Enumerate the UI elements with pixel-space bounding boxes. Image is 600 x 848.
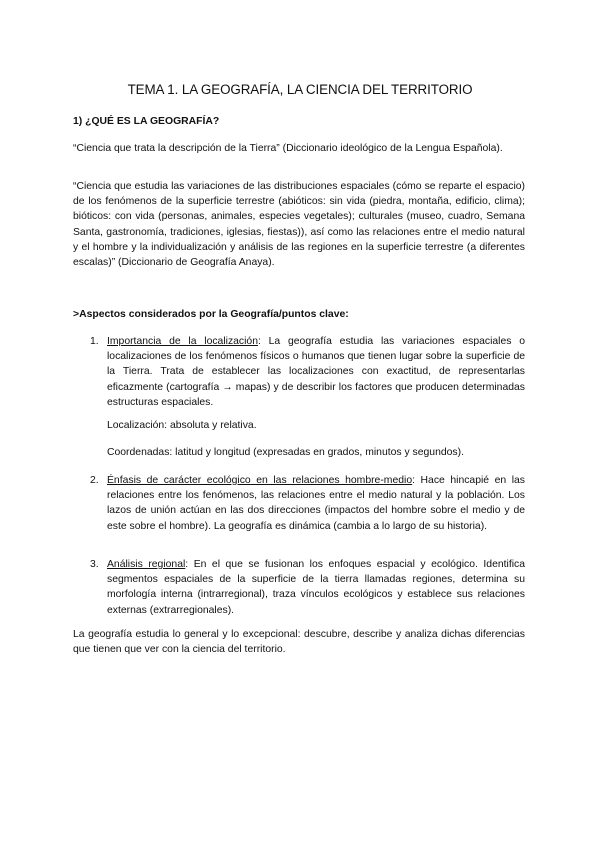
list-item-body	[107, 473, 525, 534]
page-title: TEMA 1. LA GEOGRAFÍA, LA CIENCIA DEL TERRITORIO	[127, 82, 473, 97]
definition-quote-2: “Ciencia que estudia las variaciones de las distribuciones espaciales (cómo se reparte el espacio) de los fenómenos de la superficie terrestre (abióticos: sin vida (piedra, montaña, edificio, clima); bióticos: con vida (personas, animales, especies vegetales); culturales (museo, cuadro, Semana Santa, gastronomía, tradiciones, iglesias, fiestas)), así como las relaciones entre el medio natural y el hombre y la individualización y análisis de las regiones en la superficie terrestre (a diferentes escalas)” (Diccionario de Geografía Anaya).	[73, 181, 525, 269]
list-number: 1.	[90, 336, 99, 347]
list-item-term: Énfasis de carácter ecológico en las relaciones hombre-medio	[107, 475, 413, 486]
list-item-localizacion	[90, 334, 525, 410]
section-heading-que-es: 1) ¿QUÉ ES LA GEOGRAFÍA?	[73, 116, 220, 127]
list-item-term: Importancia de la localización	[107, 336, 258, 347]
list-item-text: : La geografía estudia las variaciones espaciales o localizaciones de los fenómenos físicos o humanos que tienen lugar sobre la superficie de la Tierra. Trata de establecer las localizaciones con exactitud, de representarlas eficazmente (cartografía → mapas) y de describir los factores que producen determinadas estructuras espaciales.	[107, 336, 525, 408]
list-item-regional	[90, 557, 525, 618]
list-number: 3.	[90, 559, 99, 570]
list-item-text: : Hace hincapié en las relaciones entre los fenómenos, las relaciones entre el medio natural y la población. Los lazos de unión actúan en las dos direcciones (impactos del hombre sobre el medio y de este sobre el hombre). La geografía es dinámica (cambia a lo largo de su historia).	[107, 475, 525, 532]
section-heading-aspectos: >Aspectos considerados por la Geografía/puntos clave:	[73, 309, 349, 320]
list-number: 2.	[90, 475, 99, 486]
list-item-body	[107, 557, 525, 618]
list-item-term: Análisis regional	[107, 559, 186, 570]
conclusion-paragraph: La geografía estudia lo general y lo excepcional: descubre, describe y analiza dichas diferencias que tienen que ver con la ciencia del territorio.	[73, 629, 525, 656]
localizacion-tipos: Localización: absoluta y relativa.	[107, 420, 257, 431]
definition-quote-1: “Ciencia que trata la descripción de la Tierra” (Diccionario ideológico de la Lengua Española).	[73, 143, 503, 154]
list-item-text: : En el que se fusionan los enfoques espacial y ecológico. Identifica segmentos espaciales de la superficie de la tierra llamadas regiones, determina su morfología interna (intrarregional), traza vínculos ecológicos y establece sus relaciones externas (extrarregionales).	[107, 559, 525, 616]
list-item-body	[107, 334, 525, 410]
list-item-ecologico	[90, 473, 525, 534]
coordenadas-note: Coordenadas: latitud y longitud (expresadas en grados, minutos y segundos).	[107, 447, 464, 458]
